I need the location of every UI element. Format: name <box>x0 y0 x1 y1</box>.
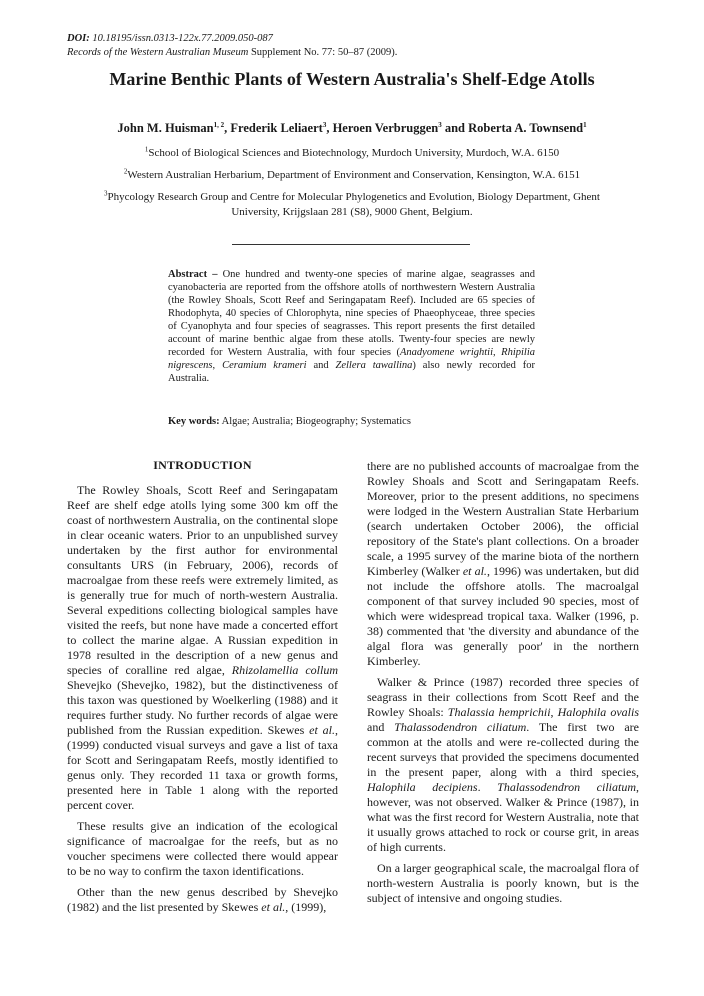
paragraph-text: The Rowley Shoals, Scott Reef and Seringapatam Reef are shelf edge atolls lying some 300 km off the coast of northwestern Australia, on the continental slope in clear oceanic waters. Prior to an unpublished survey undertaken by the first author for environmental consultants URS (in February, 2006), records of macroalgae from these reefs were extremely limited, as is generally true for much of north-western Australia. Several expeditions collecting biological samples have visited the reefs, but none have made a concerted effort to collect the marine algae. A Russian expedition in 1978 resulted in the description of a new genus and species of coralline red algae, <box>67 483 338 677</box>
affiliation-2 <box>90 168 614 183</box>
keywords <box>168 416 538 427</box>
affil-number: 1 <box>144 145 149 154</box>
species-name: Ceramium krameri <box>222 360 307 371</box>
keywords-label: Key words: <box>168 416 220 427</box>
paragraph-text: Walker & Prince (1987) recorded three species of seagrass in their collections from Scott Reef and the Rowley Shoals: <box>367 675 639 719</box>
author-separator: and <box>441 121 469 135</box>
paragraph: These results give an indication of the ecological significance of macroalgae for the reefs, but as no voucher specimens were collected there would appear to be no way to confirm the taxon identifications. <box>67 819 338 878</box>
species-name: Rhizolamellia collum <box>231 663 338 677</box>
species-name: Rhipilia nigrescens <box>168 347 535 371</box>
separator: , <box>550 705 558 719</box>
species-name: Thalassodendron ciliatum <box>394 720 527 734</box>
paragraph-text: , (1999), <box>285 900 327 914</box>
author-separator: , <box>224 121 231 135</box>
et-al: et al. <box>261 900 286 914</box>
species-name: Halophila ovalis <box>557 705 639 719</box>
affiliation-1 <box>90 146 614 161</box>
paragraph <box>367 459 639 669</box>
paper-title: Marine Benthic Plants of Western Australia's Shelf-Edge Atolls <box>109 69 595 89</box>
affil-text: Phycology Research Group and Centre for Molecular Phylogenetics and Evolution, Biology Department, Ghent University, Krijgslaan 281 (S8), 9000 Ghent, Belgium. <box>107 191 600 218</box>
author-name: Roberta A. Townsend <box>468 121 584 135</box>
affil-text: Western Australian Herbarium, Department of Environment and Conservation, Kensington, W.A. 6151 <box>127 169 581 181</box>
author-name: John M. Huisman <box>117 121 214 135</box>
paragraph-text: , however, was not observed. Walker & Prince (1987), in what was the first record for Western Australia, note that it usually grows attached to rock or course grit, in areas of high currents. <box>367 780 639 854</box>
divider-rule <box>232 244 470 245</box>
doi-line <box>67 32 273 45</box>
journal-issue: Supplement No. 77: 50–87 (2009). <box>250 47 398 58</box>
species-name: Anadyomene wrightii <box>400 347 494 358</box>
paragraph <box>67 885 338 915</box>
author-name: Heroen Verbruggen <box>332 121 439 135</box>
et-al: et al. <box>462 564 487 578</box>
affil-number: 2 <box>123 167 128 176</box>
separator: and <box>367 720 395 734</box>
abstract-label: Abstract – <box>168 269 218 280</box>
paragraph-text: , (1999) conducted visual surveys and gave a list of taxa for Scott and Seringapatam Reefs, mostly identified to genus only. They recorded 11 taxa or growth forms, presented here in Table 1 along with the reported percent cover. <box>67 723 338 812</box>
separator: . <box>477 780 498 794</box>
et-al: et al. <box>309 723 335 737</box>
affiliation-3 <box>90 190 614 220</box>
affil-text: School of Biological Sciences and Biotechnology, Murdoch University, Murdoch, W.A. 6150 <box>148 147 560 159</box>
keywords-text: Algae; Australia; Biogeography; Systematics <box>219 416 411 427</box>
right-column <box>367 459 639 912</box>
species-name: Halophila decipiens <box>367 780 478 794</box>
author-list <box>0 121 704 136</box>
paragraph-text: . The first two are common at the atolls and were re-collected during the recent surveys that provided the specimens documented in the present paper, along with a third species, <box>367 720 639 779</box>
paragraph-text: there are no published accounts of macroalgae from the Rowley Shoals and Scott and Seringapatam Reefs. Moreover, prior to the present additions, no specimens were lodged in the Western Australian State Herbarium (search undertaken October 2006), the official repository of the State's plant collections. On a broader scale, a 1995 survey of the marine biota of the northern Kimberley (Walker <box>367 459 639 578</box>
left-column <box>67 458 338 921</box>
doi-value[interactable]: 10.18195/issn.0313-122x.77.2009.050-087 <box>92 33 273 44</box>
journal-name: Records of the Western Australian Museum <box>67 47 249 58</box>
abstract-and: and <box>313 360 329 371</box>
paragraph <box>367 675 639 855</box>
species-name: Thalassia hemprichii <box>447 705 551 719</box>
section-heading: INTRODUCTION <box>153 458 252 472</box>
abstract-text-end: ) also newly recorded for Australia. <box>168 360 536 384</box>
author-affil-mark: 3 <box>438 120 442 129</box>
abstract-text: One hundred and twenty-one species of marine algae, seagrasses and cyanobacteria are reported from the offshore atolls of northwestern Western Australia (the Rowley Shoals, Scott Reef and Seringapatam Reef). Included are 65 species of Rhodophyta, 40 species of Chlorophyta, nine species of Phaeophyceae, three species of Cyanophyta and four species of seagrasses. This report presents the first detailed account of marine benthic algae from these atolls. Twenty-four species are newly recorded for Western Australia, with four species ( <box>168 269 535 358</box>
species-name: Zellera tawallina <box>335 360 413 371</box>
author-name: Frederik Leliaert <box>230 121 323 135</box>
paragraph-text: Other than the new genus described by Shevejko (1982) and the list presented by Skewes <box>67 885 338 914</box>
author-affil-mark: 3 <box>322 120 327 129</box>
author-affil-mark: 1, 2 <box>213 120 225 129</box>
abstract: Abstract – One hundred and twenty-one species of marine algae, seagrasses and cyanobacteria are reported from the offshore atolls of northwestern Western Australia (the Rowley Shoals, Scott Reef and Seringapatam Reef). Included are 65 species of Rhodophyta, 40 species of Chlorophyta, nine species of Phaeophyceae, three species of Cyanophyta and four species of seagrasses. This report presents the first detailed account of marine benthic algae from these atolls. Twenty-four species are newly recorded for Western Australia, with four species (Anadyomene wrightii, Rhipilia nigrescens, Ceramium krameri and Zellera tawallina) also newly recorded for Australia. <box>168 269 536 384</box>
affil-number: 3 <box>104 189 108 198</box>
paragraph <box>67 483 338 813</box>
author-affil-mark: 1 <box>583 120 587 129</box>
author-separator: , <box>326 121 333 135</box>
species-name: Thalassodendron ciliatum <box>497 780 636 794</box>
paragraph: On a larger geographical scale, the macroalgal flora of north-western Australia is poorly known, but is the subject of intensive and ongoing studies. <box>367 861 639 905</box>
journal-citation <box>67 46 397 59</box>
doi-label: DOI: <box>67 33 90 44</box>
paragraph-text: , 1996) was undertaken, but did not include the offshore atolls. The macroalgal component of that survey included 90 species, most of which were widespread tropical taxa. Walker (1996, p. 38) commented that 'the diversity and abundance of the algal flora was generally poor' in the northern Kimberley. <box>367 564 640 668</box>
paragraph-text: Shevejko (Shevejko, 1982), but the distinctiveness of this taxon was questioned by Woelkerling (1988) and it requires further study. No further records of algae were published from the Russian expedition. Skewes <box>67 678 338 737</box>
